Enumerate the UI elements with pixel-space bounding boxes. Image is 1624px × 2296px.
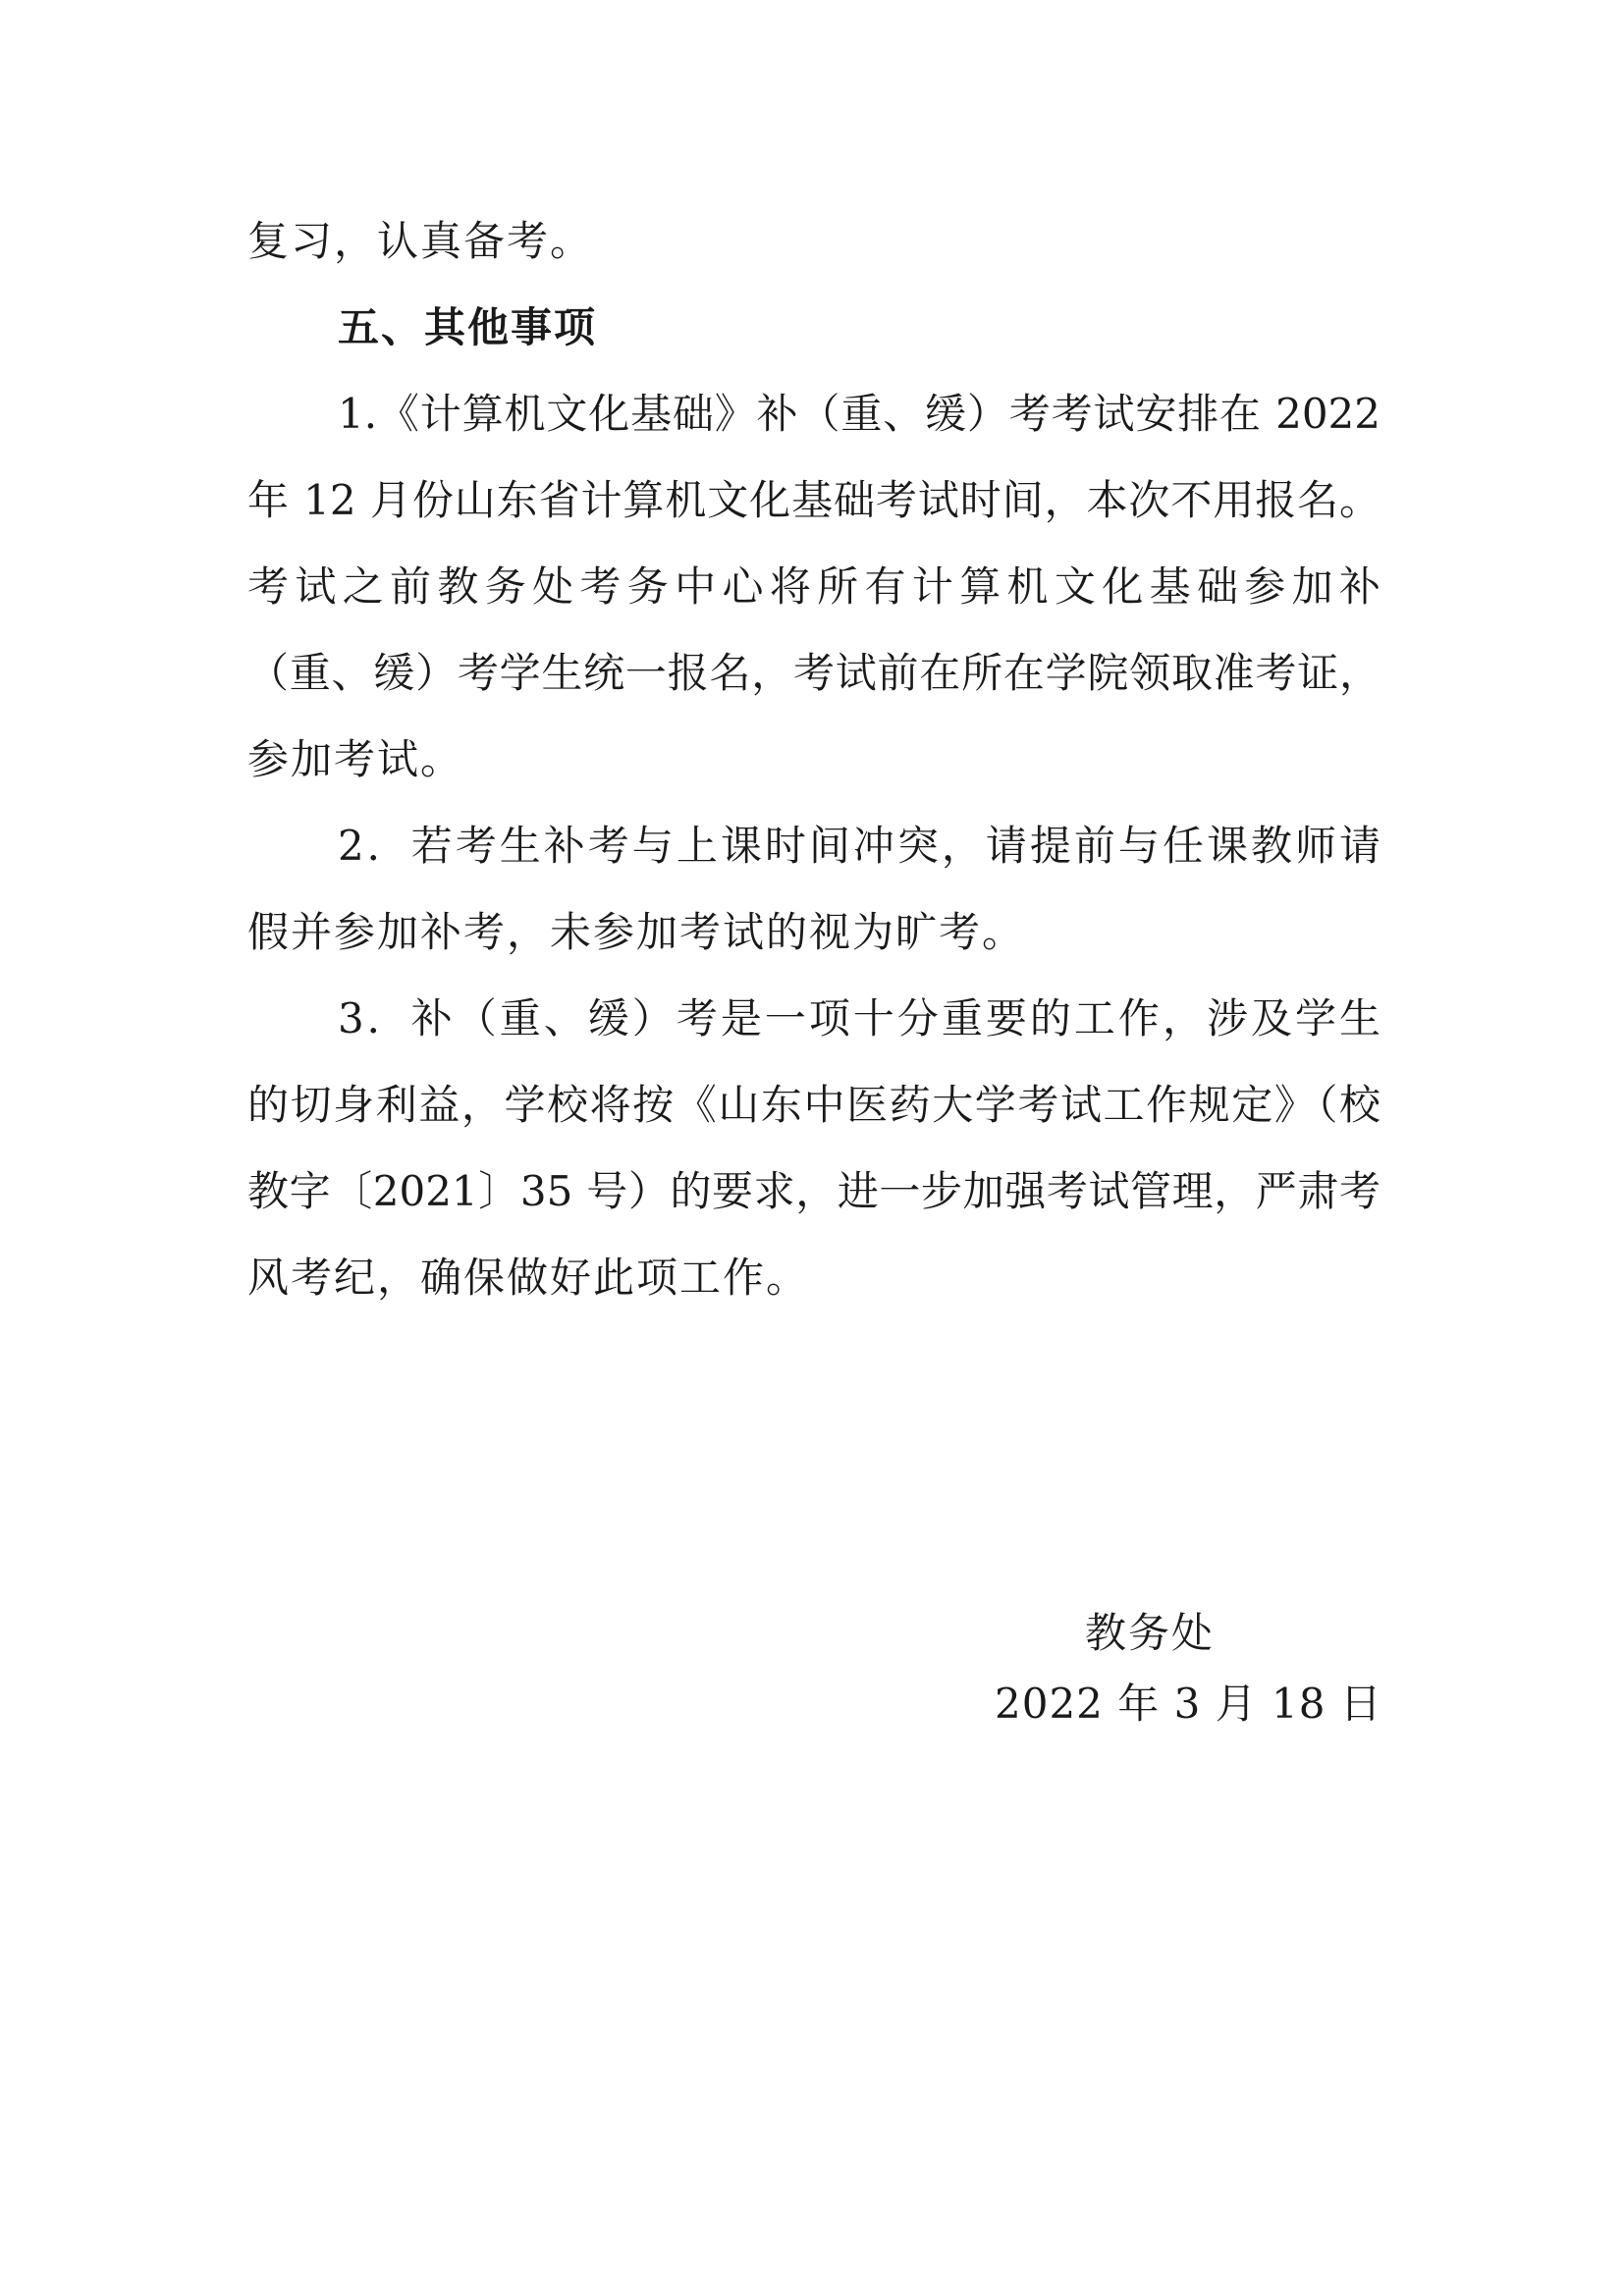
signature-date: 2022 年 3 月 18 日 (995, 1680, 1382, 1728)
paragraph-line: 的切身利益，学校将按《山东中医药大学考试工作规定》（校 (247, 1081, 1380, 1129)
paragraph-line: 年 12 月份山东省计算机文化基础考试时间，本次不用报名。 (247, 476, 1380, 524)
paragraph-line: 考试之前教务处考务中心将所有计算机文化基础参加补 (247, 562, 1380, 611)
section-heading: 五、其他事项 (338, 303, 598, 351)
paragraph-line: 参加考试。 (247, 735, 464, 783)
paragraph-line: 3．补（重、缓）考是一项十分重要的工作，涉及学生 (338, 994, 1380, 1042)
paragraph-line: 复习，认真备考。 (247, 217, 594, 265)
paragraph-line: 风考纪，确保做好此项工作。 (247, 1254, 810, 1302)
paragraph-line: 教字〔2021〕35 号）的要求，进一步加强考试管理，严肃考 (247, 1167, 1380, 1215)
paragraph-line: 2．若考生补考与上课时间冲突，请提前与任课教师请 (338, 822, 1380, 870)
signature-office: 教务处 (1085, 1609, 1216, 1657)
paragraph-line: （重、缓）考学生统一报名，考试前在所在学院领取准考证， (247, 649, 1380, 697)
paragraph-line: 1.《计算机文化基础》补（重、缓）考考试安排在 2022 (338, 390, 1380, 438)
paragraph-line: 假并参加补考，未参加考试的视为旷考。 (247, 908, 1026, 956)
